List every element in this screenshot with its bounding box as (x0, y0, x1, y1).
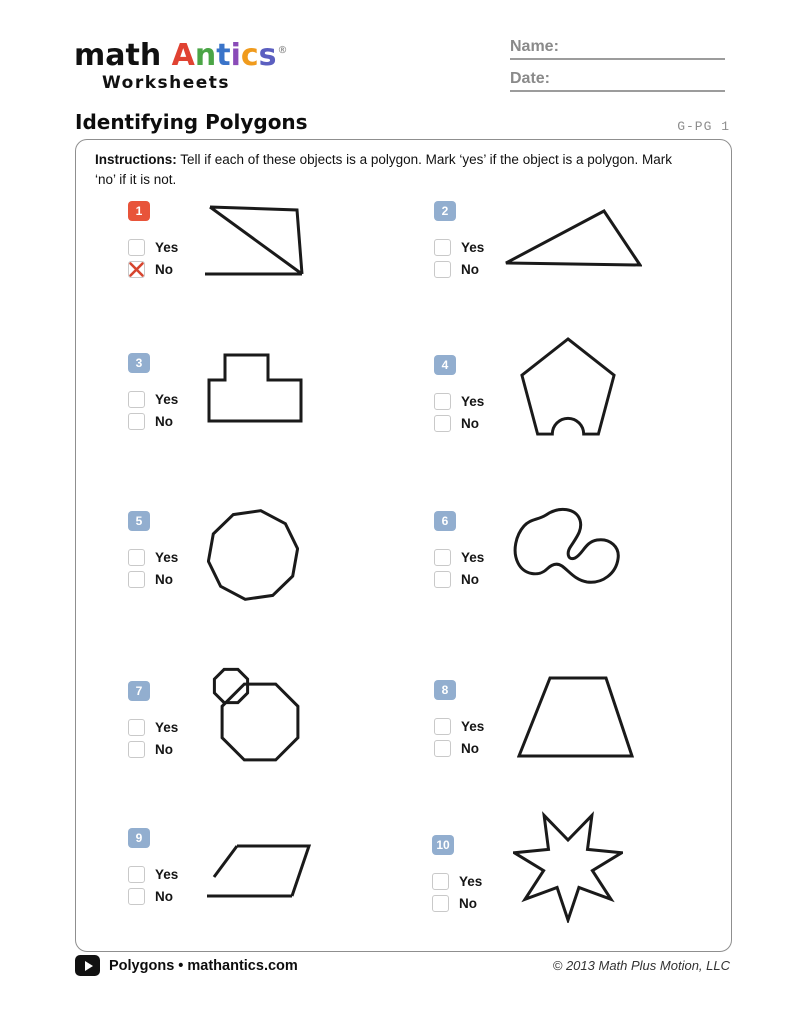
logo-letter: i (230, 38, 241, 73)
yes-checkbox[interactable] (128, 866, 145, 883)
problem-number-badge: 8 (434, 680, 456, 700)
registered-trademark: ® (277, 45, 288, 56)
instructions-label: Instructions: (95, 152, 177, 167)
yes-label: Yes (461, 240, 485, 255)
yes-checkbox[interactable] (128, 391, 145, 408)
no-checkbox[interactable] (434, 740, 451, 757)
problem-number-badge: 3 (128, 353, 150, 373)
logo-letter: t (216, 38, 231, 73)
logo-wordmark (74, 36, 288, 71)
shape-open-parallelogram (207, 844, 312, 901)
date-label: Date: (510, 70, 551, 87)
no-label: No (461, 262, 479, 277)
shape-pentagon-with-notch (518, 337, 618, 437)
problem-number-badge: 6 (434, 511, 456, 531)
yes-checkbox[interactable] (434, 718, 451, 735)
doc-code: G-PG 1 (677, 119, 730, 134)
problem-4 (434, 355, 529, 431)
no-label: No (461, 416, 479, 431)
date-field[interactable] (510, 70, 725, 92)
yes-checkbox[interactable] (128, 549, 145, 566)
yes-label: Yes (155, 392, 179, 407)
no-checkbox[interactable] (128, 413, 145, 430)
yes-label: Yes (461, 394, 485, 409)
play-icon (75, 955, 100, 976)
yes-checkbox[interactable] (432, 873, 449, 890)
yes-label: Yes (459, 874, 483, 889)
problem-number-badge: 1 (128, 201, 150, 221)
logo-subtitle: Worksheets (102, 73, 231, 93)
problem-number-badge: 7 (128, 681, 150, 701)
no-label: No (155, 262, 173, 277)
math-antics-logo (74, 36, 288, 93)
no-label: No (461, 741, 479, 756)
problem-number-badge: 2 (434, 201, 456, 221)
yes-checkbox[interactable] (434, 393, 451, 410)
footer-brand (75, 955, 298, 976)
logo-word-antics (171, 38, 277, 73)
shape-curved-blob (513, 505, 623, 595)
yes-label: Yes (461, 550, 485, 565)
yes-label: Yes (155, 550, 179, 565)
yes-checkbox[interactable] (128, 719, 145, 736)
shape-seven-pointed-star (513, 807, 623, 923)
yes-label: Yes (155, 240, 179, 255)
no-label: No (155, 414, 173, 429)
problem-number-badge: 5 (128, 511, 150, 531)
no-label: No (155, 572, 173, 587)
problem-8 (434, 680, 529, 756)
instructions-text: Tell if each of these objects is a polygon. Mark ‘yes’ if the object is a polygon. Mark ‘no’ if it is not. (95, 152, 673, 187)
shape-triangle (504, 209, 642, 267)
yes-checkbox[interactable] (434, 239, 451, 256)
no-label: No (155, 889, 173, 904)
instructions (95, 150, 685, 189)
name-label: Name: (510, 38, 559, 55)
no-checkbox[interactable] (128, 571, 145, 588)
no-checkbox[interactable] (128, 741, 145, 758)
logo-letter: n (194, 38, 217, 73)
yes-checkbox[interactable] (128, 239, 145, 256)
yes-label: Yes (155, 867, 179, 882)
footer-topic-link[interactable]: Polygons • mathantics.com (109, 957, 298, 974)
no-checkbox[interactable] (434, 415, 451, 432)
copyright-text: © 2013 Math Plus Motion, LLC (552, 958, 730, 973)
name-field[interactable] (510, 38, 725, 60)
page-title: Identifying Polygons (75, 110, 308, 134)
no-checkbox[interactable] (128, 261, 145, 278)
yes-label: Yes (461, 719, 485, 734)
shape-rectilinear-block (207, 353, 303, 423)
shape-decagon (207, 509, 299, 601)
no-label: No (459, 896, 477, 911)
logo-word-math: math (74, 38, 162, 73)
problem-number-badge: 10 (432, 835, 454, 855)
no-checkbox[interactable] (434, 261, 451, 278)
shape-trapezoid (517, 676, 634, 758)
shape-open-figure (205, 204, 305, 277)
no-label: No (155, 742, 173, 757)
yes-checkbox[interactable] (434, 549, 451, 566)
no-label: No (461, 572, 479, 587)
logo-letter: c (240, 38, 259, 73)
no-checkbox[interactable] (434, 571, 451, 588)
yes-label: Yes (155, 720, 179, 735)
shape-overlapping-octagons (207, 667, 303, 763)
problem-number-badge: 4 (434, 355, 456, 375)
no-checkbox[interactable] (128, 888, 145, 905)
no-checkbox[interactable] (432, 895, 449, 912)
date-blank-line[interactable] (510, 90, 725, 92)
logo-letter: s (258, 38, 277, 73)
play-triangle-glyph (85, 961, 93, 971)
x-mark-icon (127, 260, 146, 279)
problem-number-badge: 9 (128, 828, 150, 848)
name-blank-line[interactable] (510, 58, 725, 60)
logo-letter: A (171, 38, 195, 73)
